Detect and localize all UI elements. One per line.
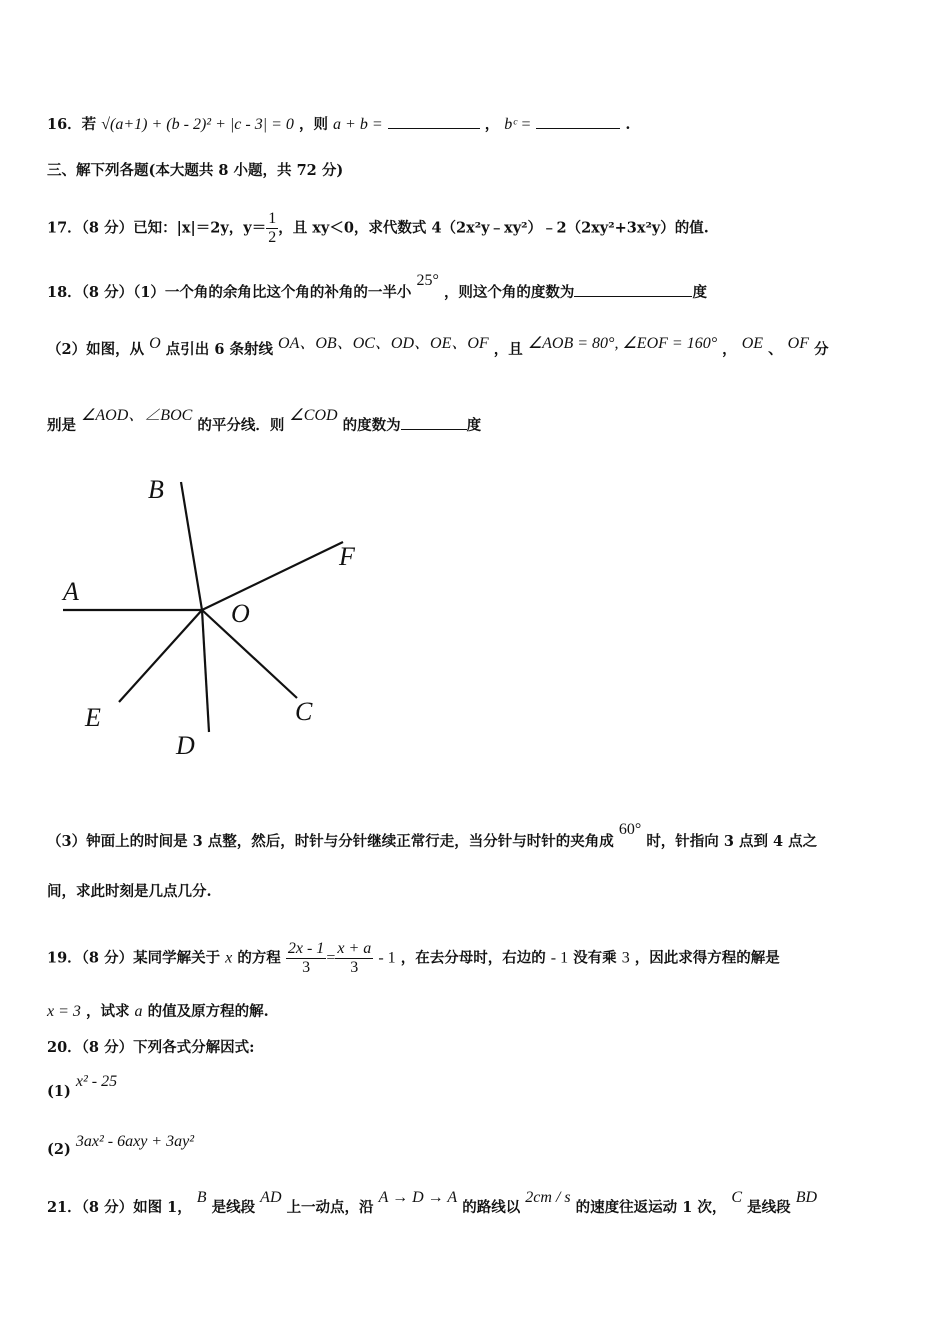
q20-p1-expr: x² - 25 [75,1073,118,1090]
q18-p1-blank[interactable] [574,282,692,297]
q21-text-d: 的路线以 [462,1199,521,1216]
q18-p3-text-a: （3）钟面上的时间是 3 点整，然后，时针与分针继续正常行走，当分针与时针的夹角成 [47,833,614,850]
q21-segment-ad: AD [260,1189,282,1206]
label-c: C [295,697,313,726]
q18-p1-text-a: 18．（8 分）（1）一个角的余角比这个角的补角的一半小 [47,284,412,301]
label-a: A [63,577,79,606]
q19-text-c: ，在去分母时，右边的 [400,949,546,967]
question-20-part-2 [47,1133,194,1160]
ray-ob [181,482,202,610]
q19-neg-1: - 1 [550,949,569,967]
q18-p2-rays: OA、OB、OC、OD、OE、OF [278,335,489,352]
q19-text-d: 没有乘 [573,949,617,967]
q19-f1-num: 2x - 1 [287,940,325,957]
q20-p1-label: (1) [47,1083,71,1100]
q19-solution: x = 3 [47,1003,81,1020]
q19-f1-den: 3 [302,959,311,976]
q21-text-e: 的速度往返运动 1 次， [575,1199,727,1216]
q18-p2-blank[interactable] [401,415,467,430]
q16-blank-2[interactable] [536,114,620,129]
q17-frac-num: 1 [268,210,277,227]
q18-p2-text-g: 别是 [47,417,76,434]
question-18-part-2 [47,335,829,360]
q18-p2-of: OF [787,335,809,352]
q19-text-e: ，因此求得方程的解是 [634,949,780,967]
q17-fraction [266,210,278,247]
q18-p2-text-c: ，且 [493,341,523,358]
q21-segment-bd: BD [795,1189,818,1206]
q18-p2-text-h: 的平分线．则 [197,417,285,434]
q17-frac-den: 2 [268,229,277,246]
label-e: E [85,703,101,732]
question-20-title: 20．（8 分）下列各式分解因式: [47,1039,255,1056]
q18-p2-cod: ∠COD [289,407,338,424]
question-17 [47,210,709,247]
q18-p2-bisected: ∠AOD、∠BOC [81,407,193,424]
q18-p2-text-a: （2）如图，从 [47,341,145,358]
question-18-part-2-cont [47,407,482,436]
q19-three: 3 [621,949,630,967]
q18-p3-angle: 60° [618,821,642,838]
label-d: D [176,731,195,760]
q18-p1-angle: 25° [416,272,439,289]
q18-p2-text-i: 的度数为 [342,417,401,434]
q16-end: . [625,116,631,133]
q19-text-g: 的值及原方程的解. [147,1003,269,1020]
q21-point-c: C [731,1189,743,1206]
q16-blank-1[interactable] [388,114,480,129]
q21-speed: 2cm / s [525,1189,571,1206]
q21-text-b: 是线段 [211,1199,256,1216]
q16-expression: √(a+1) + (b - 2)² + |c - 3| = 0 [101,116,294,133]
question-19-cont [47,1002,269,1022]
q19-equals: = [326,949,336,967]
question-18-part-3-cont: 间，求此时刻是几点几分. [47,883,212,900]
q18-p2-text-d: ， [722,341,737,358]
q19-fraction-1 [286,940,326,977]
q18-p2-point-o: O [149,335,161,352]
q17-tail: ，且 xy＜0，求代数式 4（2x²y﹣xy²）﹣2（2xy²+3x²y）的值. [278,219,709,237]
q16-then: ，则 [298,116,328,133]
ray-oe [119,610,202,702]
label-f: F [339,542,355,571]
question-19 [47,940,780,977]
q19-f2-den: 3 [350,959,359,976]
q19-text-b: 的方程 [237,949,281,967]
q18-p1-text-b: ，则这个角的度数为 [443,284,575,301]
ray-of [202,542,343,610]
question-20-part-1 [47,1073,118,1102]
q18-p2-text-j: 度 [466,417,482,434]
q21-text-c: 上一动点，沿 [286,1199,374,1216]
q18-p2-text-e: 、 [768,341,783,358]
q18-p3-text-b: 时，针指向 3 点到 4 点之 [646,833,818,850]
q21-text-f: 是线段 [747,1199,791,1216]
q18-p2-angles: ∠AOB = 80°, ∠EOF = 160° [527,335,718,352]
q19-var-x: x [225,949,233,967]
q17-lead: 17．（8 分）已知：|x|＝2y，y＝ [47,219,267,237]
question-21 [47,1189,818,1218]
section-3-heading: 三、解下列各题(本大题共 8 小题，共 72 分) [47,162,344,179]
q18-p2-text-b: 点引出 6 条射线 [165,341,273,358]
q21-point-b: B [196,1189,207,1206]
q18-p1-text-c: 度 [692,284,707,301]
q19-text-a: 19．（8 分）某同学解关于 [47,949,221,967]
label-b: B [148,475,164,504]
q21-path: A → D → A [378,1189,458,1206]
question-18-part-3 [47,821,818,852]
question-16 [47,114,630,135]
q21-text-a: 21．（8 分）如图 1， [47,1199,192,1216]
q16-a-plus-b: a + b = [333,116,383,133]
q16-number: 16．若 [47,116,97,133]
q18-p2-oe: OE [741,335,764,352]
q19-minus-1: - 1 [378,949,396,967]
ray-od [202,610,209,732]
question-18-part-1 [47,272,707,303]
rays-figure [55,470,375,770]
q16-separator: ， [484,116,500,133]
q19-f2-num: x + a [337,940,372,957]
q20-p2-label: (2) [47,1141,71,1158]
q19-fraction-2 [335,940,373,977]
q19-text-f: ，试求 [85,1003,130,1020]
q16-b-power-c: bᶜ = [504,116,532,133]
q19-var-a: a [134,1003,143,1020]
q18-p2-text-f: 分 [814,341,829,358]
label-o: O [231,599,250,628]
q20-p2-expr: 3ax² - 6axy + 3ay² [75,1133,194,1150]
